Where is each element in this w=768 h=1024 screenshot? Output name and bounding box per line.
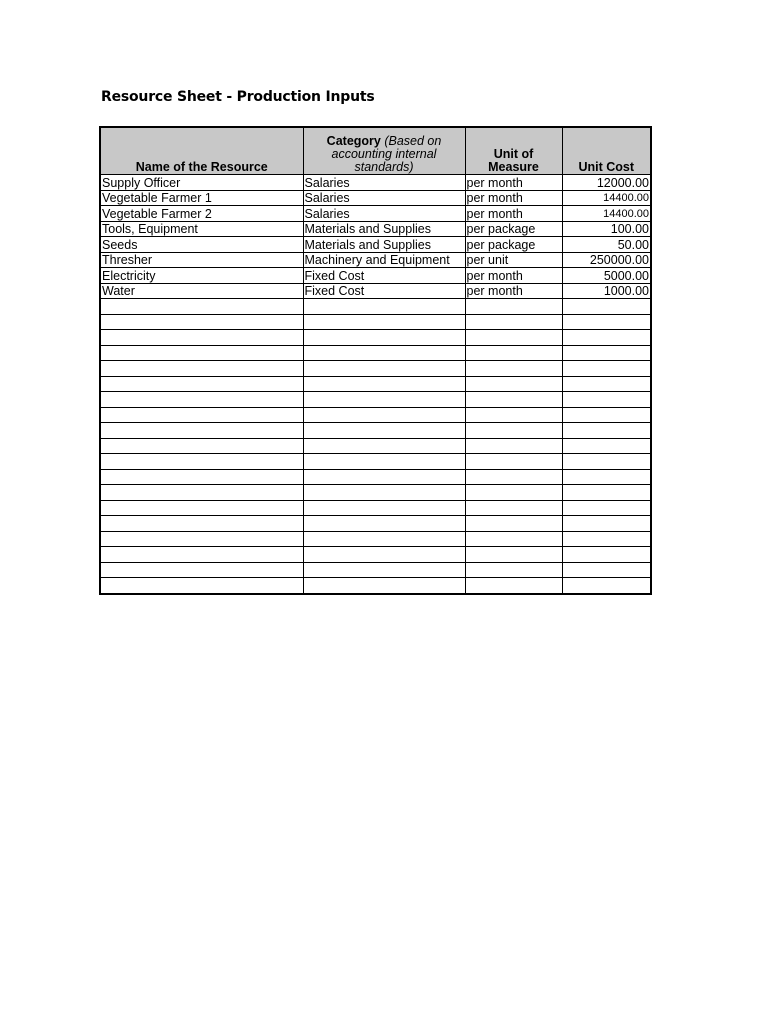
cell-name[interactable] (100, 376, 303, 392)
cell-unit[interactable] (465, 423, 562, 439)
empty-row (100, 500, 651, 516)
empty-row (100, 438, 651, 454)
cell-name[interactable]: Electricity (100, 268, 303, 284)
resource-table (99, 126, 652, 595)
cell-name[interactable] (100, 454, 303, 470)
cell-name[interactable]: Vegetable Farmer 2 (100, 206, 303, 222)
table-row (100, 268, 651, 284)
cell-unit[interactable] (465, 438, 562, 454)
cell-category[interactable] (303, 423, 465, 439)
header-unit-line2: Measure (488, 160, 539, 174)
cell-category[interactable] (303, 485, 465, 501)
cell-category[interactable] (303, 361, 465, 377)
cell-unit[interactable] (465, 361, 562, 377)
header-unit[interactable] (465, 127, 562, 175)
cell-name[interactable] (100, 330, 303, 346)
cell-cost[interactable]: 14400.00 (562, 190, 651, 206)
cell-category[interactable] (303, 547, 465, 563)
table-row (100, 175, 651, 191)
cell-name[interactable]: Vegetable Farmer 1 (100, 190, 303, 206)
cell-category[interactable] (303, 562, 465, 578)
cell-cost[interactable] (562, 500, 651, 516)
cell-name[interactable]: Seeds (100, 237, 303, 253)
cell-cost[interactable]: 50.00 (562, 237, 651, 253)
cell-cost[interactable] (562, 345, 651, 361)
cell-category[interactable]: Materials and Supplies (303, 221, 465, 237)
cell-category[interactable]: Machinery and Equipment (303, 252, 465, 268)
empty-row (100, 345, 651, 361)
cell-category[interactable] (303, 578, 465, 594)
cell-unit[interactable]: per package (465, 237, 562, 253)
cell-cost[interactable] (562, 314, 651, 330)
empty-row (100, 314, 651, 330)
cell-unit[interactable] (465, 392, 562, 408)
empty-row (100, 578, 651, 594)
header-category[interactable] (303, 127, 465, 175)
cell-category[interactable] (303, 392, 465, 408)
cell-name[interactable] (100, 438, 303, 454)
table-row (100, 190, 651, 206)
cell-unit[interactable] (465, 454, 562, 470)
cell-cost[interactable] (562, 438, 651, 454)
cell-name[interactable]: Supply Officer (100, 175, 303, 191)
cell-category[interactable] (303, 500, 465, 516)
cell-cost[interactable] (562, 485, 651, 501)
cell-name[interactable]: Thresher (100, 252, 303, 268)
cell-cost[interactable] (562, 469, 651, 485)
cell-name[interactable] (100, 469, 303, 485)
cell-name[interactable] (100, 361, 303, 377)
cell-name[interactable]: Water (100, 283, 303, 299)
empty-row (100, 392, 651, 408)
cell-name[interactable] (100, 531, 303, 547)
cell-name[interactable] (100, 345, 303, 361)
header-name-label: Name of the Resource (135, 160, 268, 174)
cell-cost[interactable] (562, 361, 651, 377)
cell-unit[interactable]: per month (465, 268, 562, 284)
cell-unit[interactable]: per unit (465, 252, 562, 268)
cell-unit[interactable]: per package (465, 221, 562, 237)
cell-cost[interactable] (562, 423, 651, 439)
cell-unit[interactable] (465, 531, 562, 547)
cell-cost[interactable] (562, 407, 651, 423)
cell-cost[interactable]: 100.00 (562, 221, 651, 237)
cell-unit[interactable] (465, 376, 562, 392)
cell-cost[interactable] (562, 299, 651, 315)
cell-name[interactable]: Tools, Equipment (100, 221, 303, 237)
cell-cost[interactable]: 12000.00 (562, 175, 651, 191)
empty-row (100, 407, 651, 423)
cell-category[interactable] (303, 314, 465, 330)
header-row (100, 127, 651, 175)
cell-category[interactable] (303, 438, 465, 454)
empty-row (100, 485, 651, 501)
cell-cost[interactable]: 250000.00 (562, 252, 651, 268)
cell-cost[interactable] (562, 376, 651, 392)
cell-category[interactable]: Salaries (303, 175, 465, 191)
cell-category[interactable]: Salaries (303, 206, 465, 222)
cell-name[interactable] (100, 562, 303, 578)
header-name[interactable] (100, 127, 303, 175)
cell-unit[interactable] (465, 500, 562, 516)
cell-category[interactable]: Fixed Cost (303, 283, 465, 299)
cell-category[interactable] (303, 454, 465, 470)
cell-unit[interactable] (465, 345, 562, 361)
cell-category[interactable] (303, 345, 465, 361)
cell-name[interactable] (100, 392, 303, 408)
empty-row (100, 361, 651, 377)
cell-cost[interactable] (562, 330, 651, 346)
cell-category[interactable]: Materials and Supplies (303, 237, 465, 253)
cell-cost[interactable]: 14400.00 (562, 206, 651, 222)
empty-row (100, 376, 651, 392)
cell-unit[interactable] (465, 547, 562, 563)
cell-name[interactable] (100, 423, 303, 439)
cell-name[interactable] (100, 485, 303, 501)
cell-name[interactable] (100, 407, 303, 423)
empty-row (100, 516, 651, 532)
header-category-note: (Based on accounting internal standards) (331, 134, 442, 174)
header-cost[interactable] (562, 127, 651, 175)
cell-unit[interactable] (465, 330, 562, 346)
cell-cost[interactable]: 5000.00 (562, 268, 651, 284)
header-cost-label: Unit Cost (578, 160, 635, 174)
cell-unit[interactable] (465, 516, 562, 532)
cell-unit[interactable] (465, 299, 562, 315)
table-row (100, 206, 651, 222)
cell-category[interactable] (303, 531, 465, 547)
cell-cost[interactable] (562, 516, 651, 532)
cell-cost[interactable]: 1000.00 (562, 283, 651, 299)
cell-unit[interactable] (465, 562, 562, 578)
empty-row (100, 547, 651, 563)
header-category-label: Category (326, 134, 381, 148)
cell-name[interactable] (100, 299, 303, 315)
cell-name[interactable] (100, 500, 303, 516)
table-row (100, 283, 651, 299)
empty-row (100, 562, 651, 578)
cell-category[interactable]: Salaries (303, 190, 465, 206)
cell-unit[interactable]: per month (465, 190, 562, 206)
header-unit-line1: Unit of (493, 147, 534, 161)
empty-row (100, 330, 651, 346)
table-row (100, 252, 651, 268)
cell-cost[interactable] (562, 547, 651, 563)
cell-unit[interactable] (465, 469, 562, 485)
cell-category[interactable] (303, 516, 465, 532)
table-row (100, 221, 651, 237)
cell-unit[interactable]: per month (465, 175, 562, 191)
empty-row (100, 469, 651, 485)
empty-row (100, 531, 651, 547)
cell-category[interactable] (303, 407, 465, 423)
cell-unit[interactable]: per month (465, 283, 562, 299)
sheet-title: Resource Sheet - Production Inputs (101, 89, 375, 105)
cell-cost[interactable] (562, 562, 651, 578)
cell-category[interactable] (303, 469, 465, 485)
cell-category[interactable]: Fixed Cost (303, 268, 465, 284)
cell-cost[interactable] (562, 531, 651, 547)
cell-category[interactable] (303, 330, 465, 346)
cell-name[interactable] (100, 578, 303, 594)
cell-cost[interactable] (562, 454, 651, 470)
table-row (100, 237, 651, 253)
empty-row (100, 299, 651, 315)
cell-cost[interactable] (562, 578, 651, 594)
cell-name[interactable] (100, 547, 303, 563)
cell-category[interactable] (303, 299, 465, 315)
cell-category[interactable] (303, 376, 465, 392)
cell-cost[interactable] (562, 392, 651, 408)
cell-unit[interactable] (465, 578, 562, 594)
cell-unit[interactable]: per month (465, 206, 562, 222)
empty-row (100, 454, 651, 470)
cell-name[interactable] (100, 516, 303, 532)
cell-unit[interactable] (465, 485, 562, 501)
cell-unit[interactable] (465, 314, 562, 330)
cell-unit[interactable] (465, 407, 562, 423)
cell-name[interactable] (100, 314, 303, 330)
empty-row (100, 423, 651, 439)
